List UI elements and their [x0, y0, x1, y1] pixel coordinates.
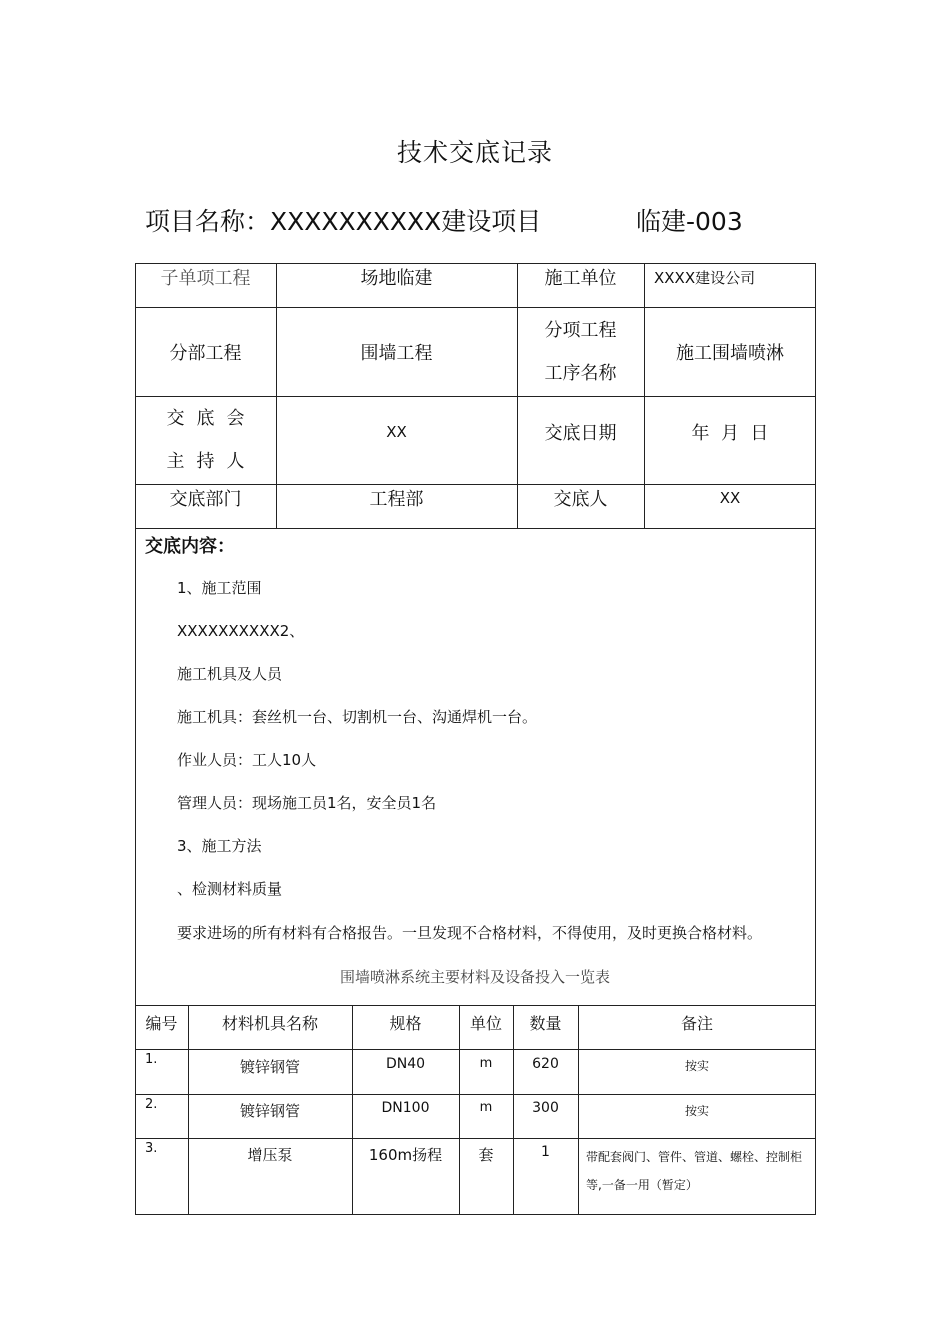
- row2-spec: DN100: [381, 1100, 430, 1116]
- dept-label: 交底部门: [169, 489, 242, 510]
- host-label-line2: 主持人: [166, 451, 257, 472]
- host-label-line1: 交底会: [166, 408, 257, 429]
- row2-name: 镀锌钢管: [239, 1102, 300, 1120]
- row3-note: 带配套阀门、管件、管道、螺栓、控制柜等,一备一用（暂定）: [586, 1150, 803, 1192]
- header-unit: 单位: [469, 1014, 502, 1033]
- header-spec: 规格: [389, 1014, 422, 1033]
- contractor-label: 施工单位: [544, 268, 617, 289]
- item-label-line1: 分项工程: [544, 319, 617, 341]
- content-line: 要求进场的所有材料有合格报告。一旦发现不合格材料，不得使用，及时更换合格材料。: [177, 924, 763, 942]
- project-name: 项目名称：XXXXXXXXXX建设项目: [145, 207, 542, 236]
- row3-name: 增压泵: [247, 1146, 293, 1164]
- dept-value: 工程部: [369, 489, 424, 510]
- item-label: [517, 307, 644, 396]
- row2-unit: m: [479, 1100, 493, 1115]
- discloser-value: XX: [719, 489, 741, 507]
- content-line: 管理人员：现场施工员1名，安全员1名: [177, 794, 437, 812]
- date-value: 年 月 日: [691, 423, 769, 444]
- materials-caption: 围墙喷淋系统主要材料及设备投入一览表: [339, 968, 610, 986]
- row1-qty: 620: [532, 1056, 559, 1072]
- content-heading: 交底内容：: [145, 536, 235, 557]
- content-line: 1、施工范围: [177, 579, 262, 597]
- row3-no: 3.: [145, 1141, 158, 1156]
- content-line: 施工机具：套丝机一台、切割机一台、沟通焊机一台。: [177, 708, 538, 726]
- row2-note: 按实: [684, 1104, 709, 1118]
- row2-qty: 300: [532, 1100, 559, 1116]
- row1-no: 1.: [145, 1052, 158, 1067]
- row3-unit: 套: [478, 1146, 494, 1164]
- sub-project-value: 场地临建: [360, 268, 433, 289]
- header-note: 备注: [680, 1014, 713, 1033]
- item-value: 施工围墙喷淋: [676, 342, 784, 364]
- row1-unit: m: [479, 1056, 493, 1071]
- row1-note: 按实: [684, 1059, 709, 1073]
- host-value: XX: [386, 423, 407, 441]
- content-line: 施工机具及人员: [177, 665, 283, 683]
- row2-no: 2.: [145, 1097, 158, 1112]
- header-no: 编号: [145, 1014, 178, 1033]
- discloser-label: 交底人: [553, 489, 608, 510]
- row3-qty: 1: [541, 1144, 550, 1160]
- date-label: 交底日期: [544, 423, 617, 444]
- document-code: 临建-003: [636, 207, 743, 236]
- content-line: 作业人员：工人10人: [177, 751, 317, 769]
- contractor-value: XXXX建设公司: [654, 268, 756, 287]
- sub-project-label: 子单项工程: [160, 268, 251, 289]
- division-value: 围墙工程: [360, 342, 433, 364]
- content-line: 、检测材料质量: [177, 880, 283, 898]
- host-label: [135, 396, 276, 484]
- header-name: 材料机具名称: [221, 1014, 318, 1033]
- row3-spec: 160m扬程: [368, 1146, 443, 1164]
- item-label-line2: 工序名称: [544, 362, 617, 384]
- content-line: XXXXXXXXXX2、: [177, 622, 305, 640]
- row1-name: 镀锌钢管: [239, 1058, 300, 1076]
- division-label: 分部工程: [169, 342, 242, 364]
- row1-spec: DN40: [385, 1056, 426, 1072]
- document-title: 技术交底记录: [396, 138, 553, 167]
- content-line: 3、施工方法: [177, 837, 262, 855]
- header-qty: 数量: [529, 1014, 562, 1033]
